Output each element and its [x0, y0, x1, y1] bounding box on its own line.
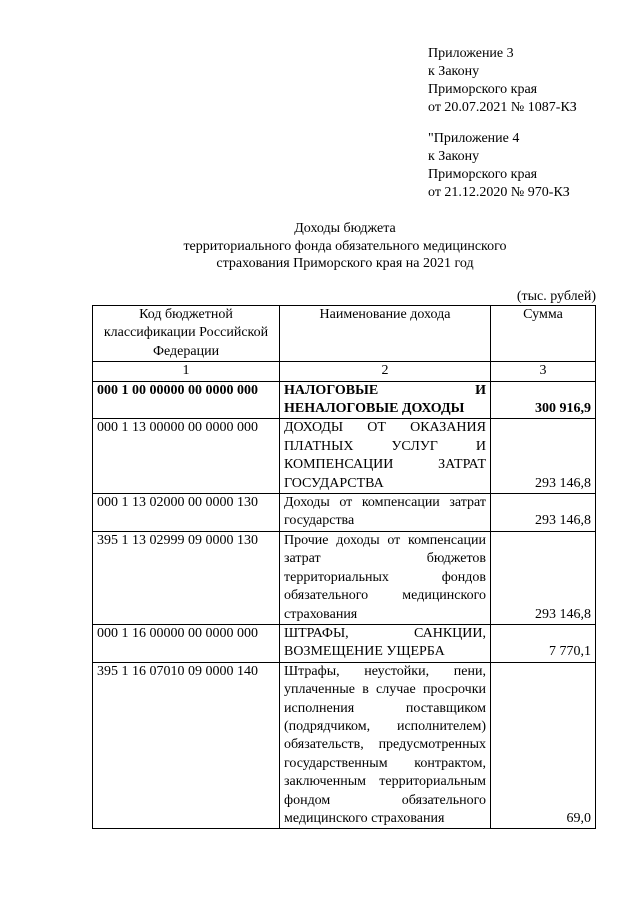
appendix-4-line: к Закону — [428, 149, 480, 164]
table-row — [93, 381, 596, 419]
document-title — [100, 220, 590, 273]
title-line: страхования Приморского края на 2021 год — [216, 256, 474, 271]
table-row — [93, 662, 596, 829]
table-row — [93, 419, 596, 494]
row-code: 395 1 13 02999 09 0000 130 — [93, 531, 280, 624]
row-code: 000 1 13 02000 00 0000 130 — [93, 494, 280, 532]
column-number-row — [93, 362, 596, 381]
appendix-3-line: от 20.07.2021 № 1087-КЗ — [428, 100, 577, 115]
appendix-3-line: к Закону — [428, 64, 480, 79]
row-name: ДОХОДЫ ОТ ОКАЗАНИЯ ПЛАТНЫХ УСЛУГ И КОМПЕНСАЦИИ ЗАТРАТ ГОСУДАРСТВА — [280, 419, 491, 494]
row-sum: 69,0 — [491, 662, 596, 829]
row-name: НАЛОГОВЫЕ И НЕНАЛОГОВЫЕ ДОХОДЫ — [280, 381, 491, 419]
appendix-4-line: от 21.12.2020 № 970-КЗ — [428, 185, 570, 200]
row-sum: 300 916,9 — [491, 381, 596, 419]
row-sum: 7 770,1 — [491, 624, 596, 662]
row-code: 395 1 16 07010 09 0000 140 — [93, 662, 280, 829]
row-code: 000 1 16 00000 00 0000 000 — [93, 624, 280, 662]
title-line: Доходы бюджета — [294, 221, 396, 236]
row-sum: 293 146,8 — [491, 419, 596, 494]
appendix-3-line: Приморского края — [428, 82, 538, 97]
appendix-4-line: Приморского края — [428, 167, 538, 182]
row-name: Штрафы, неустойки, пени, уплаченные в случае просрочки исполнения поставщиком (подрядчиком, исполнителем) обязательств, предусмотренных государственным контрактом, заключенным территориальным фондом обязательного медицинского страхования — [280, 662, 491, 829]
appendix-4-line: "Приложение 4 — [428, 131, 520, 146]
table-row — [93, 531, 596, 624]
column-number: 3 — [491, 362, 596, 381]
header-code: Код бюджетной классификации Российской Федерации — [93, 306, 280, 362]
appendix-3-header — [428, 45, 577, 117]
column-number: 1 — [93, 362, 280, 381]
row-sum: 293 146,8 — [491, 494, 596, 532]
row-name: Доходы от компенсации затрат государства — [280, 494, 491, 532]
row-name: Прочие доходы от компенсации затрат бюджетов территориальных фондов обязательного медицинского страхования — [280, 531, 491, 624]
units-label: (тыс. рублей) — [516, 289, 596, 304]
income-table — [92, 305, 596, 829]
row-name: ШТРАФЫ, САНКЦИИ, ВОЗМЕЩЕНИЕ УЩЕРБА — [280, 624, 491, 662]
header-name: Наименование дохода — [280, 306, 491, 362]
table-header-row — [93, 306, 596, 362]
appendix-3-line: Приложение 3 — [428, 46, 514, 61]
header-sum: Сумма — [491, 306, 596, 362]
row-code: 000 1 00 00000 00 0000 000 — [93, 381, 280, 419]
table-row — [93, 494, 596, 532]
row-sum: 293 146,8 — [491, 531, 596, 624]
title-line: территориального фонда обязательного медицинского — [183, 238, 507, 254]
table-row — [93, 624, 596, 662]
column-number: 2 — [280, 362, 491, 381]
row-code: 000 1 13 00000 00 0000 000 — [93, 419, 280, 494]
appendix-4-header — [428, 130, 570, 202]
